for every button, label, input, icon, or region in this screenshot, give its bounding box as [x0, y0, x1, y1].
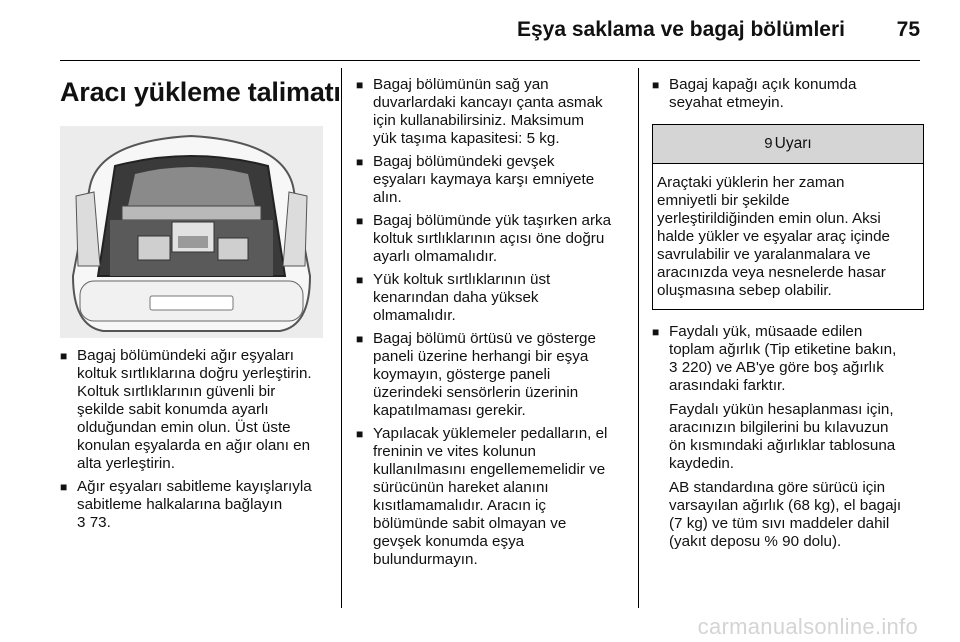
warning-icon: 9 — [764, 135, 773, 152]
paragraph — [373, 212, 628, 266]
text-line: konulan eşyalarda en ağır olanı en — [77, 437, 311, 454]
text-line: kullanılmasını engellememelidir ve — [373, 461, 606, 478]
column-divider-1 — [341, 68, 342, 608]
column-2 — [356, 76, 628, 574]
watermark: carmanualsonline.info — [697, 614, 918, 639]
car-trunk-photo — [60, 126, 323, 338]
text-line: aracınızın bilgilerini bu kılavuzun — [669, 419, 889, 436]
text-line: (yakıt deposu % 90 dolu). — [669, 533, 842, 550]
text-line: Faydalı yük, müsaade edilen — [669, 323, 863, 340]
section-title: Aracı yükleme talimatı — [60, 77, 341, 107]
page-reference-link[interactable]: 220) ve AB'ye göre boş ağırlık — [681, 359, 884, 376]
column-divider-2 — [638, 68, 639, 608]
list-item — [356, 76, 628, 148]
text-line: sürücünün hareket alanını — [373, 479, 549, 496]
text-line: olduğundan emin olun. Üst üste — [77, 419, 291, 436]
paragraph — [373, 425, 628, 569]
text-line: koltuk sırtlıklarına doğru yerleştirin. — [77, 365, 312, 382]
text-line: Bagaj bölümü örtüsü ve gösterge — [373, 330, 596, 347]
header-rule — [60, 60, 920, 61]
bullet-mark: ■ — [356, 332, 364, 346]
warning-box — [652, 124, 924, 310]
list-item — [652, 76, 924, 112]
text-line: ön kısmındaki ağırlıklar tablosuna — [669, 437, 896, 454]
text-line: yük taşıma kapasitesi: 5 kg. — [373, 130, 560, 147]
paragraph — [669, 401, 924, 473]
paragraph — [373, 76, 628, 148]
paragraph — [669, 76, 924, 112]
column-3 — [652, 76, 924, 556]
text-line: koltuk sırtlıklarının açısı öne doğru — [373, 230, 605, 247]
text-line: kapatılmaması gerekir. — [373, 402, 526, 419]
paragraph — [77, 347, 328, 473]
text-line: Koltuk sırtlıklarının güvenli bir — [77, 383, 276, 400]
text-line: Bagaj bölümündeki gevşek — [373, 153, 555, 170]
text-line: eşyaları kaymaya karşı emniyete — [373, 171, 595, 188]
text-line: yerleştirildiğinden emin olun. Aksi — [657, 210, 881, 227]
text-line: sabitleme halkalarına bağlayın — [77, 496, 283, 513]
text-line: arasındaki farktır. — [669, 377, 786, 394]
text-line: toplam ağırlık (Tip etiketine bakın, — [669, 341, 897, 358]
text-line: Bagaj bölümündeki ağır eşyaları — [77, 347, 294, 364]
text-line: üzerindeki sensörlerin üzerinin — [373, 384, 579, 401]
list-item — [60, 347, 328, 473]
arrow-icon: 3 — [77, 514, 86, 531]
bullet-mark: ■ — [356, 78, 364, 92]
text-line: seyahat etmeyin. — [669, 94, 784, 111]
paragraph — [669, 323, 924, 395]
text-line: kenarından daha yüksek — [373, 289, 539, 306]
text-line: Araçtaki yüklerin her zaman — [657, 174, 845, 191]
text-line: aracınızda veya nesnelerde hasar — [657, 264, 886, 281]
text-line: ayarlı olmamalıdır. — [373, 248, 498, 265]
text-line: savrulabilir ve yaralanmalara ve — [657, 246, 871, 263]
bullet-mark: ■ — [356, 273, 364, 287]
paragraph — [669, 479, 924, 551]
text-line: Yapılacak yüklemeler pedalların, el — [373, 425, 608, 442]
column-1 — [60, 347, 328, 537]
text-line: freninin ve vites kolunun — [373, 443, 536, 460]
text-line: duvarlardaki kancayı çanta asmak — [373, 94, 603, 111]
text-line: Bagaj bölümünde yük taşırken arka — [373, 212, 612, 229]
warning-header — [653, 125, 923, 164]
text-line: için kullanabilirsiniz. Maksimum — [373, 112, 584, 129]
list-item — [356, 153, 628, 207]
text-line: Bagaj kapağı açık konumda — [669, 76, 857, 93]
text-line: (7 kg) ve tüm sıvı maddeler dahil — [669, 515, 890, 532]
text-line: Faydalı yükün hesaplanması için, — [669, 401, 894, 418]
text-line: varsayılan ağırlık (68 kg), el bagajı — [669, 497, 902, 514]
paragraph — [373, 153, 628, 207]
text-line: alın. — [373, 189, 402, 206]
warning-body — [653, 164, 923, 309]
text-line: kaydedin. — [669, 455, 735, 472]
warning-title: Uyarı — [774, 135, 812, 152]
text-line: Yük koltuk sırtlıklarının üst — [373, 271, 551, 288]
text-line: Bagaj bölümünün sağ yan — [373, 76, 549, 93]
header-title: Eşya saklama ve bagaj bölümleri — [516, 18, 845, 41]
page-number: 75 — [896, 18, 920, 41]
bullet-mark: ■ — [356, 214, 364, 228]
text-line: olmamalıdır. — [373, 307, 456, 324]
bullet-mark: ■ — [652, 325, 660, 339]
list-item — [652, 323, 924, 551]
text-line: kısıtlamamalıdır. Aracın iç — [373, 497, 547, 514]
list-item — [356, 425, 628, 569]
paragraph — [373, 330, 628, 420]
paragraph — [373, 271, 628, 325]
text-line: halde yükler ve eşyalar araç içinde — [657, 228, 890, 245]
bullet-mark: ■ — [356, 427, 364, 441]
list-item — [356, 212, 628, 266]
page-reference-link[interactable]: 73. — [89, 514, 111, 531]
text-line: AB standardına göre sürücü için — [669, 479, 886, 496]
text-line: gevşek konumda eşya — [373, 533, 525, 550]
text-line: paneli üzerine herhangi bir eşya — [373, 348, 589, 365]
text-line: oluşmasına sebep olabilir. — [657, 282, 832, 299]
list-item — [356, 271, 628, 325]
car-trunk-illustration — [60, 126, 323, 338]
text-line: bulundurmayın. — [373, 551, 478, 568]
bullet-mark: ■ — [652, 78, 660, 92]
paragraph — [77, 478, 328, 532]
bullet-mark: ■ — [60, 480, 68, 494]
bullet-mark: ■ — [356, 155, 364, 169]
text-line: bölümünde sabit olmayan ve — [373, 515, 567, 532]
arrow-icon: 3 — [669, 359, 678, 376]
text-line: emniyetli bir şekilde — [657, 192, 790, 209]
text-line: koymayın, gösterge paneli — [373, 366, 551, 383]
text-line: Ağır eşyaları sabitleme kayışlarıyla — [77, 478, 312, 495]
list-item — [356, 330, 628, 420]
text-line: şekilde sabit konumda ayarlı — [77, 401, 269, 418]
text-line: alta yerleştirin. — [77, 455, 175, 472]
list-item — [60, 478, 328, 532]
bullet-mark: ■ — [60, 349, 68, 363]
